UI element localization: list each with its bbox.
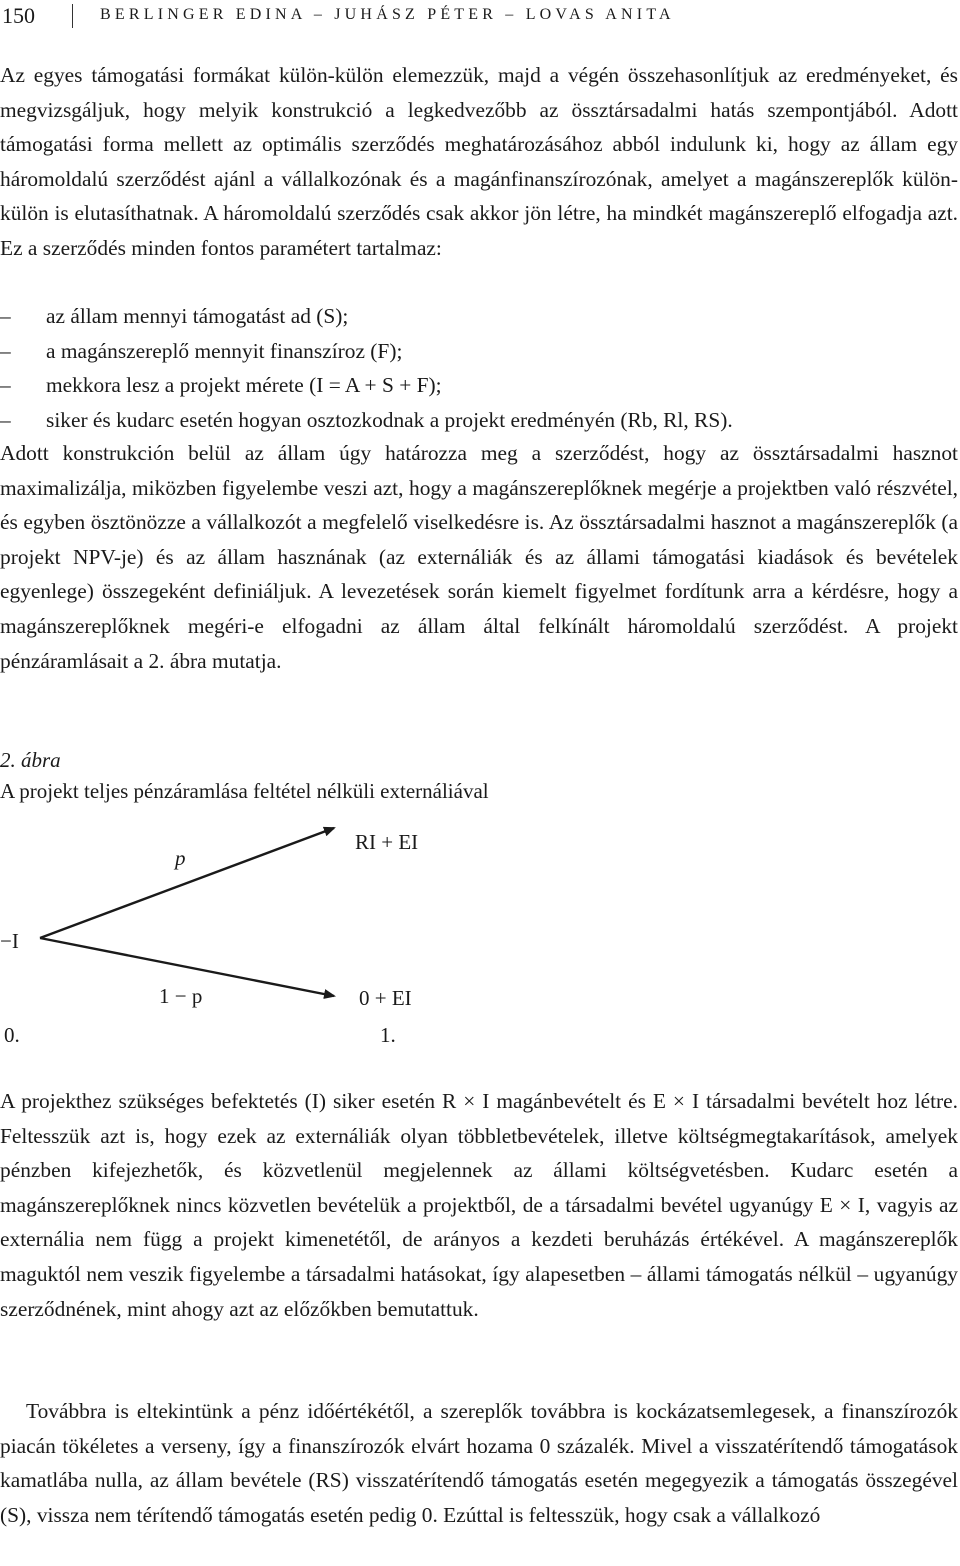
cash-flow-tree-diagram: [0, 816, 960, 1056]
list-item: [0, 299, 958, 334]
prob-success-label: p: [175, 846, 186, 870]
paragraph-assumptions: [0, 1394, 958, 1532]
paragraph-intro-text: Az egyes támogatási formákat külön-külön elemezzük, majd a végén összehasonlítjuk az eredményeket, és megvizsgáljuk, hogy melyik konstrukció a legkedvezőbb az össztársadalmi hatás szempontjából. Adott támogatási forma mellett az optimális szerződés meghatározásához abból indulunk ki, hogy az állam egy háromoldalú szerződést ajánl a vállalkozónak és a magánfinanszírozónak, amelyet a magánszereplők külön-külön is elutasíthatnak. A háromoldalú szerződés csak akkor jön létre, ha mindkét magánszereplő elfogadja azt. Ez a szerződés minden fontos paramétert tartalmaz:: [0, 63, 958, 260]
paragraph-construction: [0, 436, 958, 678]
list-item-text: siker és kudarc esetén hogyan osztozkodnak a projekt eredményén (Rb, Rl, RS).: [46, 407, 733, 432]
contract-parameter-list: [0, 299, 958, 437]
running-head: BERLINGER EDINA – JUHÁSZ PÉTER – LOVAS ANITA: [100, 6, 675, 23]
paragraph-investment: [0, 1084, 958, 1326]
time-0-label: 0.: [4, 1023, 20, 1047]
list-item-text: a magánszereplő mennyit finanszíroz (F);: [46, 338, 403, 363]
paragraph-investment-text: A projekthez szükséges befektetés (I) siker esetén R × I magánbevételt és E × I társadalmi bevételt hoz létre. Feltesszük azt is, hogy ezek az externáliák olyan többletbevételek, illetve költségmegtakarítások, amelyek pénzben kifejezhetők, és közvetlenül megjelennek az állami költségvetésben. Kudarc esetén a magánszereplőknek nincs közvetlen bevételük a projektből, de a társadalmi bevétel ugyanúgy E × I, vagyis az externália nem függ a projekt kimenetétől, de arányos a kezdeti beruházás értékével. A magánszereplők maguktól nem veszik figyelembe a társadalmi hatásokat, így alapesetben – állami támogatás nélkül – ugyanúgy szerződnének, mint ahogy azt az előzőkben bemutattuk.: [0, 1089, 958, 1321]
figure-label: 2. ábra: [0, 748, 61, 772]
node-failure-label: 0 + EI: [359, 986, 412, 1010]
list-item: [0, 334, 958, 369]
paragraph-assumptions-text: Továbbra is eltekintünk a pénz időértékétől, a szereplők továbbra is kockázatsemlegesek, a finanszírozók piacán tökéletes a verseny, így a finanszírozók elvárt hozama 0 százalék. Mivel a visszatérítendő támogatások kamatlába nulla, az állam bevétele (RS) visszatérítendő támogatás esetén megegyezik a támogatás összegével (S), vissza nem térítendő támogatás esetén pedig 0. Ezúttal is feltesszük, hogy csak a vállalkozó: [0, 1399, 958, 1527]
list-dash: –: [0, 304, 11, 328]
paragraph-intro: [0, 58, 958, 266]
node-start-label: −I: [0, 929, 19, 953]
time-1-label: 1.: [380, 1023, 396, 1047]
page-header: [0, 0, 960, 34]
list-item-text: az állam mennyi támogatást ad (S);: [46, 304, 349, 328]
list-dash: –: [0, 407, 11, 432]
list-dash: –: [0, 373, 11, 398]
paragraph-construction-text: Adott konstrukción belül az állam úgy határozza meg a szerződést, hogy az össztársadalmi hasznot maximalizálja, miközben figyelembe veszi azt, hogy a magánszereplőknek megérje a projektben való részvétel, és egyben ösztönözze a vállalkozót a megfelelő viselkedésre is. Az össztársadalmi hasznot a magánszereplők (a projekt NPV-je) és az állam hasznának (az externáliák és az állami támogatási kiadások és bevételek egyenlege) összegeként definiáljuk. A levezetések során kiemelt figyelmet fordítunk arra a kérdésre, hogy a magánszereplőknek megéri-e elfogadni az állam által felkínált háromoldalú szerződést. A projekt pénzáramlásait a 2. ábra mutatja.: [0, 441, 958, 673]
list-item: [0, 368, 958, 403]
success-branch-arrow: [40, 828, 334, 938]
figure-caption: A projekt teljes pénzáramlása feltétel nélküli externáliával: [0, 779, 489, 803]
page-number: 150: [2, 3, 35, 28]
list-item-text: mekkora lesz a projekt mérete (I = A + S + F);: [46, 373, 442, 398]
list-item: [0, 403, 958, 438]
list-dash: –: [0, 338, 11, 363]
prob-failure-label: 1 − p: [159, 984, 203, 1008]
header-divider: [72, 4, 73, 28]
node-success-label: RI + EI: [355, 830, 419, 854]
